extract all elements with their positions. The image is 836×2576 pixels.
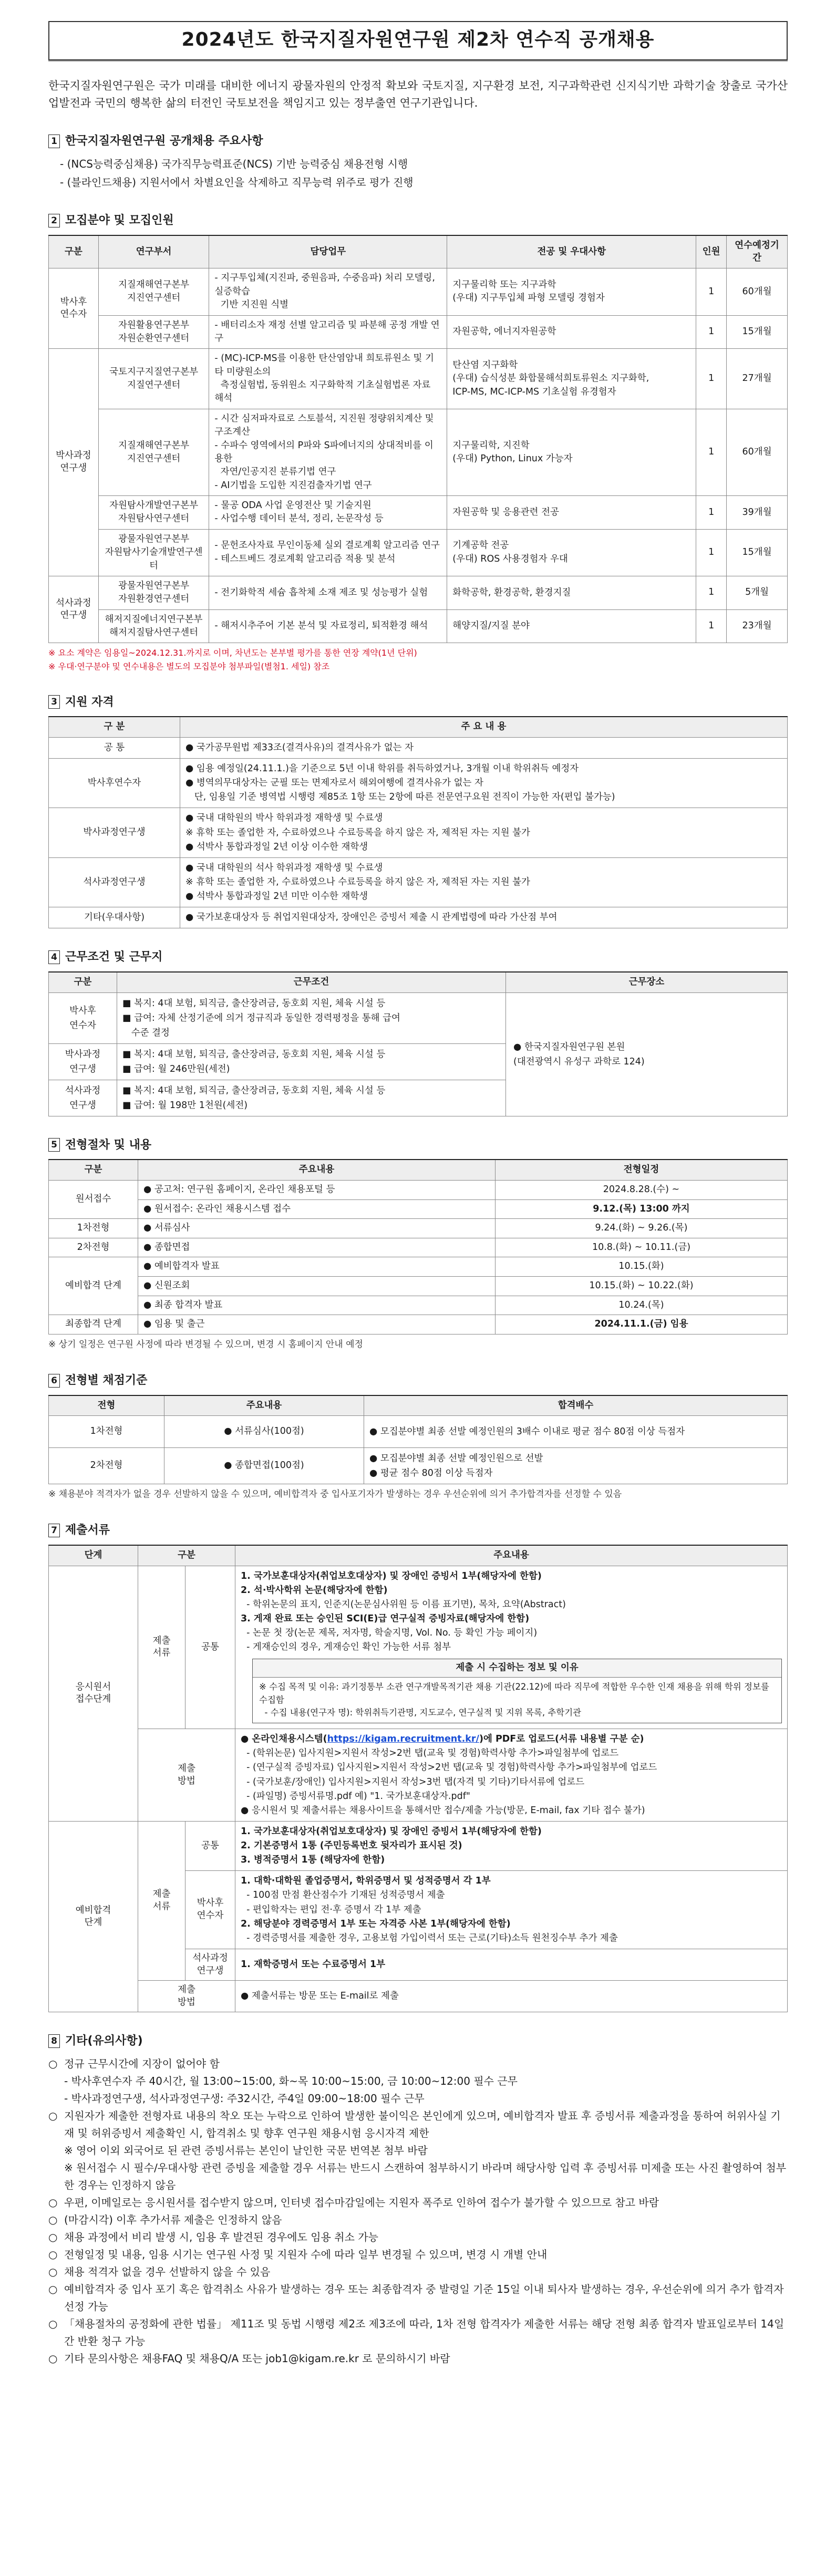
content-line: ● 국내 대학원의 박사 학위과정 재학생 및 수료생 (185, 813, 383, 824)
schedule-cell: 2024.8.28.(수) ~ (496, 1180, 788, 1199)
list-item-text: ※ 영어 이외 외국어로 된 관련 증빙서류는 본인이 날인한 국문 번역본 첨부 바람 (64, 2144, 428, 2157)
stage2-course (235, 1949, 788, 1980)
schedule-cell: 9.24.(화) ~ 9.26.(목) (496, 1219, 788, 1238)
condition-cell (117, 1043, 506, 1080)
stage-cell: 2차전형 (49, 1238, 138, 1257)
major-cell: 기계공학 전공 (우대) ROS 사용경험자 우대 (447, 529, 696, 576)
col-header: 주요내용 (235, 1545, 788, 1566)
list-item-text: ※ 원서접수 시 필수/우대사항 관련 증빙을 제출할 경우 서류는 반드시 스캔하여 첨부하시기 바라며 해당사항 입력 후 증빙서류 미제출 또는 사진 촬영하여 첨부한 경우는 인정하지 않음 (64, 2161, 787, 2192)
stage2-method: ● 제출서류는 방문 또는 E-mail로 제출 (235, 1981, 788, 2012)
condition-cell (117, 1080, 506, 1116)
condition-line: ■ 급여: 자체 산정기준에 의거 정규직과 동일한 경력평정을 통해 급여 (122, 1012, 400, 1023)
duty-cell: - 문헌조사자료 무인이동체 실외 결로계획 알고리즘 연구 - 테스트베드 경로계획 알고리즘 적용 및 분석 (209, 529, 447, 576)
section-number: 2 (48, 214, 60, 227)
table-row (49, 857, 788, 907)
content-cell: ● 종합면접 (138, 1238, 496, 1257)
table-row (49, 349, 788, 409)
major-cell: 자원공학 및 응용관련 전공 (447, 496, 696, 530)
list-item-text: 전형일정 및 내용, 임용 시기는 연구원 사정 및 지원자 수에 따라 일부 변경될 수 있으며, 변경 시 개별 안내 (64, 2248, 548, 2261)
content-line: 단, 임용일 기준 병역법 시행령 제85조 1항 또는 2항에 따른 전문연구요원 전직이 가능한 자(편입 불가능) (185, 792, 615, 803)
col-header: 근무조건 (117, 972, 506, 992)
category-cell: 박사후연수자 (49, 759, 180, 808)
section-title: 한국지질자원연구원 공개채용 주요사항 (65, 134, 263, 148)
period-cell: 15개월 (727, 315, 788, 349)
doc-line: - (학위논문) 입사지원>지원서 작성>2번 탭(교육 및 경험)학력사항 추가>파일첨부에 업로드 (241, 1748, 619, 1759)
doc-line (241, 1732, 782, 1746)
col-header: 구 분 (49, 717, 180, 737)
content-cell: ● 공고처: 연구원 홈페이지, 온라인 채용포털 등 (138, 1180, 496, 1199)
info-box (252, 1659, 782, 1723)
section-title: 전형절차 및 내용 (65, 1138, 152, 1152)
bullet-mark: ○ (48, 2109, 58, 2123)
stage-cell: 1차전형 (49, 1416, 164, 1448)
col-header: 주요내용 (164, 1395, 364, 1416)
section-title: 기타(유의사항) (65, 2034, 143, 2048)
period-cell: 39개월 (727, 496, 788, 530)
col-header: 구분 (49, 1160, 138, 1180)
section-title: 근무조건 및 근무지 (65, 950, 163, 964)
documents-table (48, 1545, 788, 2013)
section-5-heading (48, 1137, 788, 1153)
col-header: 전형일정 (496, 1160, 788, 1180)
condition-line: ■ 급여: 월 246만원(세전) (122, 1063, 230, 1074)
list-item (48, 2090, 788, 2107)
list-item (48, 2159, 788, 2194)
section-number: 6 (48, 1374, 60, 1388)
doc-line: 1. 대학·대학원 졸업증명서, 학위증명서 및 성적증명서 각 1부 (241, 1876, 491, 1887)
count-cell: 1 (696, 409, 727, 495)
count-cell: 1 (696, 349, 727, 409)
schedule-cell: 10.15.(화) ~ 10.22.(화) (496, 1277, 788, 1296)
info-box-title: 제출 시 수집하는 정보 및 이유 (253, 1659, 781, 1678)
content-line: ● 국가공무원법 제33조(결격사유)의 결격사유가 없는 자 (185, 742, 414, 753)
col-header: 구분 (49, 235, 99, 268)
doc-line: - (연구실적 증빙자료) 입사지원>지원서 작성>2번 탭(교육 및 경험)학력사항 추가>파일첨부에 업로드 (241, 1762, 657, 1773)
process-table (48, 1159, 788, 1334)
dept-cell: 지질재해연구본부 지진연구센터 (98, 268, 209, 315)
table-row (49, 992, 788, 1043)
doc-line: 2. 기본증명서 1통 (주민등록번호 뒷자리가 표시된 것) (241, 1840, 462, 1851)
content-cell: ● 서류심사(100점) (164, 1416, 364, 1448)
stage2-postdoc (235, 1871, 788, 1949)
recruit-field-table (48, 235, 788, 643)
period-cell: 60개월 (727, 409, 788, 495)
col-header: 인원 (696, 235, 727, 268)
bullet-mark: ○ (48, 2231, 58, 2244)
section-number: 7 (48, 1524, 60, 1537)
dept-cell: 자원활용연구본부 자원순환연구센터 (98, 315, 209, 349)
doc-line: - (파일명) 증빙서류명.pdf 예) "1. 국가보훈대상자.pdf" (241, 1791, 470, 1802)
doc-line: 2. 해당분야 경력증명서 1부 또는 자격증 사본 1부(해당자에 한함) (241, 1918, 511, 1929)
col-header: 담당업무 (209, 235, 447, 268)
col-header: 주요내용 (138, 1160, 496, 1180)
doc-line: - 논문 첫 장(논문 제목, 저자명, 학술지명, Vol. No. 등 확인 가능 페이지) (241, 1628, 538, 1639)
major-cell: 해양지질/지질 분야 (447, 609, 696, 643)
list-item (48, 2229, 788, 2246)
bullet-mark: ○ (48, 2057, 58, 2071)
content-cell: ● 최종 합격자 발표 (138, 1296, 496, 1315)
doc-line-text: ● 온라인채용시스템( (241, 1734, 327, 1745)
title-box (48, 21, 788, 60)
sec6-note: ※ 채용분야 적격자가 없을 경우 선발하지 않을 수 있으며, 예비합격자 중 입사포기자가 발생하는 경우 우선순위에 의거 추가합격자를 선정할 수 있음 (48, 1489, 622, 1500)
major-cell: 지구물리학, 지진학 (우대) Python, Linux 가능자 (447, 409, 696, 495)
section-4-heading (48, 949, 788, 965)
col-header: 연구부서 (98, 235, 209, 268)
content-cell (180, 737, 788, 758)
doc-line: 3. 게재 완료 또는 승인된 SCI(E)급 연구실적 증빙자료(해당자에 한함) (241, 1613, 530, 1624)
stage-cell: 예비합격 단계 (49, 1257, 138, 1315)
doc-line: 1. 국가보훈대상자(취업보호대상자) 및 장애인 증빙서 1부(해당자에 한함) (241, 1570, 542, 1581)
work-condition-table (48, 971, 788, 1116)
content-cell: ● 신원조회 (138, 1277, 496, 1296)
list-item-text: 채용 적격자 없을 경우 선발하지 않을 수 있음 (64, 2265, 271, 2279)
info-box-line: ※ 수집 목적 및 이유: 과기정통부 소관 연구개발목적기관 채용 기관(22.12)에 따라 직무에 적합한 우수한 인재 채용을 위해 학위 정보를 수집함 (259, 1681, 769, 1705)
col-header: 구분 (49, 972, 117, 992)
count-cell: 1 (696, 496, 727, 530)
doc-line: - 게재승인의 경우, 게재승인 확인 가능한 서류 첨부 (241, 1642, 451, 1653)
list-item (48, 2211, 788, 2229)
condition-line: ■ 복지: 4대 보험, 퇴직금, 출산장려금, 동호회 지원, 체육 시설 등 (122, 1085, 386, 1096)
content-line: ● 국내 대학원의 석사 학위과정 재학생 및 수료생 (185, 862, 383, 873)
table-row (49, 268, 788, 315)
schedule-cell: 2024.11.1.(금) 임용 (496, 1315, 788, 1334)
bullet-mark: ○ (48, 2283, 58, 2296)
content-line: ※ 휴학 또는 졸업한 자, 수료하였으나 수료등록을 하지 않은 자, 제적된 자는 지원 불가 (185, 876, 530, 887)
doc-line: - (국가보훈/장애인) 입사지원>지원서 작성>3번 탭(자격 및 기타)기타서류에 업로드 (241, 1776, 585, 1787)
table-row (49, 1199, 788, 1219)
category-cell: 석사과정 연구생 (49, 1080, 117, 1116)
section-2-heading (48, 213, 788, 229)
doc-line: 1. 국가보훈대상자(취업보호대상자) 및 장애인 증빙서 1부(해당자에 한함) (241, 1826, 542, 1837)
course-label: 석사과정 연구생 (185, 1949, 235, 1980)
list-item (48, 2055, 788, 2073)
qualification-table (48, 716, 788, 928)
page-title: 2024년도 한국지질자원연구원 제2차 연수직 공개채용 (181, 29, 655, 50)
stage-cell: 응시원서 접수단계 (49, 1566, 138, 1821)
stage-cell: 1차전형 (49, 1219, 138, 1238)
doc-line-text: )에 PDF로 업로드(서류 내용별 구분 순) (479, 1734, 644, 1745)
duty-cell: - 물공 ODA 사업 운영전산 및 기술지원 - 사업수행 데이터 분석, 정리, 논문작성 등 (209, 496, 447, 530)
category-cell: 박사과정 연구생 (49, 1043, 117, 1080)
table-row (49, 737, 788, 758)
schedule-cell: 10.15.(화) (496, 1257, 788, 1277)
list-item-text: 「채용절차의 공정화에 관한 법률」 제11조 및 동법 시행령 제2조 제3조에 따라, 1차 전형 합격자가 제출한 서류는 해당 전형 최종 합격자 발표일로부터 14일간 반환 청구 가능 (64, 2318, 785, 2348)
table-row (49, 496, 788, 530)
list-item (48, 2194, 788, 2211)
dept-cell: 자원탐사개발연구본부 자원탐사연구센터 (98, 496, 209, 530)
table-row (49, 1416, 788, 1448)
table-row (49, 315, 788, 349)
pass-cell (364, 1416, 788, 1448)
doc-line: - 100점 만점 환산점수가 기재된 성적증명서 제출 (241, 1890, 445, 1901)
bullet-mark: ○ (48, 2352, 58, 2365)
duty-cell: - 지구투입체(지진파, 중원음파, 수중음파) 처리 모델링, 실증학습 기반 지진원 식별 (209, 268, 447, 315)
list-item (48, 2350, 788, 2367)
stage1-method (235, 1729, 788, 1822)
condition-line: ■ 급여: 월 198만 1천원(세전) (122, 1100, 248, 1111)
table-row (49, 759, 788, 808)
docs-label: 제출 서류 (138, 1566, 185, 1729)
table-row (49, 1315, 788, 1334)
duty-cell: - 해저시추주어 기본 분석 및 자료정리, 퇴적환경 해석 (209, 609, 447, 643)
period-cell: 23개월 (727, 609, 788, 643)
pass-line: ● 모집분야별 최종 선발 예정인원의 3배수 이내로 평균 점수 80점 이상 득점자 (369, 1426, 685, 1437)
count-cell: 1 (696, 315, 727, 349)
col-header: 구분 (138, 1545, 235, 1566)
duty-cell: - 배터리소자 재정 선별 알고리즘 및 파분해 공정 개발 연구 (209, 315, 447, 349)
content-cell (180, 808, 788, 857)
doc-line: - 경력증명서를 제출한 경우, 고용보험 가입이력서 또는 근로(기타)소득 원천징수부 추가 제출 (241, 1932, 618, 1943)
common-label: 공통 (185, 1821, 235, 1870)
content-cell: ● 원서접수: 온라인 채용시스템 접수 (138, 1199, 496, 1219)
count-cell: 1 (696, 268, 727, 315)
table-row (49, 1448, 788, 1484)
list-item (48, 2107, 788, 2142)
list-item-text: 우편, 이메일로는 응시원서를 접수받지 않으며, 인터넷 접수마감일에는 지원자 폭주로 인하여 접수가 불가할 수 있으므로 참고 바람 (64, 2196, 659, 2209)
period-cell: 27개월 (727, 349, 788, 409)
content-line: ● 석박사 통합과정일 2년 이상 이수한 재학생 (185, 841, 368, 852)
content-cell (180, 857, 788, 907)
category-cell: 공 통 (49, 737, 180, 758)
table-row (49, 808, 788, 857)
schedule-cell: 9.12.(목) 13:00 까지 (496, 1199, 788, 1219)
doc-line: ● 응시원서 및 제출서류는 채용사이트을 통해서만 접수/제출 가능(방문, E-mail, fax 기타 접수 불가) (241, 1805, 645, 1816)
section-number: 5 (48, 1138, 60, 1152)
section-number: 4 (48, 950, 60, 964)
content-cell: ● 종합면접(100점) (164, 1448, 364, 1484)
table-row (49, 409, 788, 495)
docs-label: 제출 서류 (138, 1821, 185, 1980)
pass-cell (364, 1448, 788, 1484)
section-7-heading (48, 1523, 788, 1538)
category-cell: 기타(우대사항) (49, 907, 180, 928)
table-row (49, 907, 788, 928)
major-cell: 지구물리학 또는 지구과학 (우대) 지구투입체 파형 모델링 경험자 (447, 268, 696, 315)
dept-cell: 해저지질에너지연구본부 해저지질탐사연구센터 (98, 609, 209, 643)
category-cell: 석사과정 연구생 (49, 576, 99, 643)
pass-line: ● 평균 점수 80점 이상 득점자 (369, 1468, 493, 1479)
stage-cell: 2차전형 (49, 1448, 164, 1484)
content-cell: ● 예비합격자 발표 (138, 1257, 496, 1277)
dept-cell: 국토지구지질연구본부 지질연구센터 (98, 349, 209, 409)
section-title: 지원 자격 (65, 695, 114, 709)
list-item-text: - 박사후연수자 주 40시간, 월 13:00~15:00, 화~목 10:00~15:00, 금 10:00~12:00 필수 근무 (64, 2075, 518, 2088)
category-cell: 박사후 연수자 (49, 268, 99, 349)
content-cell: ● 임용 및 출근 (138, 1315, 496, 1334)
dept-cell: 광물자원연구본부 자원환경연구센터 (98, 576, 209, 609)
doc-line: 3. 병적증명서 1통 (해당자에 한함) (241, 1855, 385, 1866)
content-line: ● 석박사 통합과정일 2년 미만 이수한 재학생 (185, 891, 368, 902)
col-header: 근무장소 (506, 972, 788, 992)
section-1-lines (60, 155, 788, 192)
section-title: 제출서류 (65, 1524, 110, 1537)
category-cell: 박사과정 연구생 (49, 349, 99, 576)
content-line: ※ 휴학 또는 졸업한 자, 수료하였으나 수료등록을 하지 않은 자, 제적된 자는 지원 불가 (185, 827, 530, 838)
table-row (49, 1238, 788, 1257)
duty-cell: - (MC)-ICP-MS를 이용한 탄산염암내 희토류원소 및 기타 미량원소의 측정실험법, 동위원소 지구화학적 기초실험법론 자료 해석 (209, 349, 447, 409)
bullet-mark: ○ (48, 2213, 58, 2227)
list-item (48, 2281, 788, 2315)
notice-list (48, 2055, 788, 2367)
major-cell: 탄산염 지구화학 (우대) 습식성분 화합물해석희토류원소 지구화학, ICP-MS, MC-ICP-MS 기초실험 유경험자 (447, 349, 696, 409)
condition-cell (117, 992, 506, 1043)
section-8-heading (48, 2033, 788, 2049)
category-cell: 박사과정연구생 (49, 808, 180, 857)
stage2-common (235, 1821, 788, 1870)
info-box-body (253, 1678, 781, 1723)
intro-paragraph: 한국지질자원연구원은 국가 미래를 대비한 에너지 광물자원의 안정적 확보와 국토지질, 지구환경 보전, 지구과학관련 신지식기반 과학기술 창출로 국가산업발전과 국민의 행복한 삶의 터전인 국토보전을 책임지고 있는 정부출연 연구기관입니다. (48, 79, 788, 110)
table-row (49, 1257, 788, 1277)
section-3-heading (48, 695, 788, 710)
col-header: 주 요 내 용 (180, 717, 788, 737)
content-line: ● 임용 예정일(24.11.1.)을 기준으로 5년 이내 학위를 취득하였거나, 3개월 이내 학위취득 예정자 (185, 763, 579, 774)
dept-cell: 지질재해연구본부 지진연구센터 (98, 409, 209, 495)
table-row (49, 609, 788, 643)
table-row (49, 1219, 788, 1238)
condition-line: ■ 복지: 4대 보험, 퇴직금, 출산장려금, 동호회 지원, 체육 시설 등 (122, 998, 386, 1009)
duty-cell: - 시간 심저파자료로 스토블석, 지진원 정량위치계산 및 구조계산 - 수파수 영역에서의 P파와 S파에너지의 상대적비를 이용한 자연/인공지진 분류기법 연구 - AI기법을 도입한 지진검출자기법 연구 (209, 409, 447, 495)
doc-line: 1. 재학증명서 또는 수료증명서 1부 (241, 1959, 386, 1970)
bullet-mark: ○ (48, 2318, 58, 2331)
sec1-line: - (블라인드채용) 지원서에서 차별요인을 삭제하고 직무능력 위주로 평가 진행 (60, 176, 414, 189)
list-item-text: 정규 근무시간에 지장이 없어야 함 (64, 2057, 220, 2071)
sec1-line: - (NCS능력중심채용) 국가직무능력표준(NCS) 기반 능력중심 채용전형 시행 (60, 158, 408, 171)
doc-line: - 편입학자는 편입 전·후 증명서 각 1부 제출 (241, 1904, 421, 1915)
method-label: 제출 방법 (138, 1729, 235, 1822)
list-item-text: - 박사과정연구생, 석사과정연구생: 주32시간, 주4일 09:00~18:00 필수 근무 (64, 2092, 425, 2105)
list-item-text: 예비합격자 중 입사 포기 혹은 합격취소 사유가 발생하는 경우 또는 최종합격자 중 발령일 기준 15일 이내 퇴사자 발생하는 경우, 우선순위에 의거 추가 합격자 선정 가능 (64, 2283, 784, 2313)
sec5-note: ※ 상기 일정은 연구원 사정에 따라 변경될 수 있으며, 변경 시 홈페이지 안내 예정 (48, 1339, 363, 1350)
list-item-text: 지원자가 제출한 전형자료 내용의 착오 또는 누락으로 인하여 발생한 불이익은 본인에게 있으며, 예비합격자 발표 후 증빙서류 제출과정을 통하여 허위사실 기재 및 허위증빙서 제출확인 시, 합격취소 및 향후 연구원 채용시험 응시자격 제한 (64, 2109, 781, 2140)
bullet-mark: ○ (48, 2265, 58, 2279)
content-line: ● 국가보훈대상자 등 취업지원대상자, 장애인은 증빙서 제출 시 관계법령에 따라 가산점 부여 (185, 912, 558, 923)
period-cell: 60개월 (727, 268, 788, 315)
sec2-note: ※ 요소 계약은 임용일~2024.12.31.까지로 이며, 차년도는 본부별 평가를 통한 연장 계약(1년 단위) (48, 648, 417, 658)
list-item (48, 2142, 788, 2159)
duty-cell: - 전기화학적 세슘 흡착체 소재 제조 및 성능평가 실험 (209, 576, 447, 609)
category-cell: 박사후 연수자 (49, 992, 117, 1043)
col-header: 전형 (49, 1395, 164, 1416)
table-row (49, 1277, 788, 1296)
common-label: 공통 (185, 1566, 235, 1729)
stage-cell: 예비합격 단계 (49, 1821, 138, 2012)
list-item (48, 2246, 788, 2263)
content-cell: ● 서류심사 (138, 1219, 496, 1238)
list-item (48, 2073, 788, 2090)
major-cell: 자원공학, 에너지자원공학 (447, 315, 696, 349)
section-1-heading (48, 133, 788, 149)
table-row (49, 1296, 788, 1315)
content-cell (180, 759, 788, 808)
work-place-cell: ● 한국지질자원연구원 본원 (대전광역시 유성구 과학로 124) (506, 992, 788, 1116)
recruit-site-link[interactable]: https://kigam.recruitment.kr/ (327, 1734, 479, 1745)
method-label: 제출 방법 (138, 1981, 235, 2012)
table-row (49, 576, 788, 609)
count-cell: 1 (696, 576, 727, 609)
table-row (49, 529, 788, 576)
list-item-text: (마감시각) 이후 추가서류 제출은 인정하지 않음 (64, 2213, 282, 2227)
section-6-heading (48, 1373, 788, 1389)
condition-line: ■ 복지: 4대 보험, 퇴직금, 출산장려금, 동호회 지원, 체육 시설 등 (122, 1049, 386, 1060)
col-header: 단계 (49, 1545, 138, 1566)
postdoc-label: 박사후 연수자 (185, 1871, 235, 1949)
major-cell: 화학공학, 환경공학, 환경지질 (447, 576, 696, 609)
condition-line: 수준 결정 (122, 1027, 170, 1038)
scoring-table (48, 1395, 788, 1484)
section-title: 전형별 채점기준 (65, 1374, 148, 1388)
section-number: 3 (48, 695, 60, 709)
content-line: ● 병역의무대상자는 군필 또는 면제자로서 해외여행에 결격사유가 없는 자 (185, 778, 483, 789)
period-cell: 5개월 (727, 576, 788, 609)
period-cell: 15개월 (727, 529, 788, 576)
list-item (48, 2315, 788, 2350)
doc-line: - 학위논문의 표지, 인준지(논문심사위원 등 이름 표기면), 목차, 요약(Abstract) (241, 1599, 566, 1610)
section-number: 8 (48, 2034, 60, 2048)
section-title: 모집분야 및 모집인원 (65, 214, 174, 227)
doc-line: 2. 석·박사학위 논문(해당자에 한함) (241, 1585, 388, 1596)
col-header: 연수예정기간 (727, 235, 788, 268)
list-item-text: 채용 과정에서 비리 발생 시, 임용 후 발견된 경우에도 임용 취소 가능 (64, 2231, 378, 2244)
schedule-cell: 10.8.(화) ~ 10.11.(금) (496, 1238, 788, 1257)
count-cell: 1 (696, 609, 727, 643)
category-cell: 석사과정연구생 (49, 857, 180, 907)
list-item (48, 2263, 788, 2281)
bullet-mark: ○ (48, 2196, 58, 2209)
count-cell: 1 (696, 529, 727, 576)
col-header: 전공 및 우대사항 (447, 235, 696, 268)
table-row (49, 1180, 788, 1199)
schedule-cell: 10.24.(목) (496, 1296, 788, 1315)
info-box-line: - 수집 내용(연구자 명): 학위취득기관명, 지도교수, 연구실적 및 지위 목록, 추학기관 (259, 1708, 582, 1718)
list-item-text: 기타 문의사항은 채용FAQ 및 채용Q/A 또는 job1@kigam.re.kr 로 문의하시기 바람 (64, 2352, 450, 2365)
col-header: 합격배수 (364, 1395, 788, 1416)
sec2-note: ※ 우대·연구분야 및 연수내용은 별도의 모집분야 첨부파일(별첨1. 세일) 참조 (48, 661, 330, 671)
dept-cell: 광물자원연구본부 자원탐사기술개발연구센터 (98, 529, 209, 576)
pass-line: ● 모집분야별 최종 선발 예정인원으로 선발 (369, 1453, 543, 1464)
stage1-docs (235, 1566, 788, 1729)
stage-cell: 최종합격 단계 (49, 1315, 138, 1334)
bullet-mark: ○ (48, 2248, 58, 2261)
section-number: 1 (48, 135, 60, 148)
content-cell (180, 907, 788, 928)
stage-cell: 원서접수 (49, 1180, 138, 1218)
